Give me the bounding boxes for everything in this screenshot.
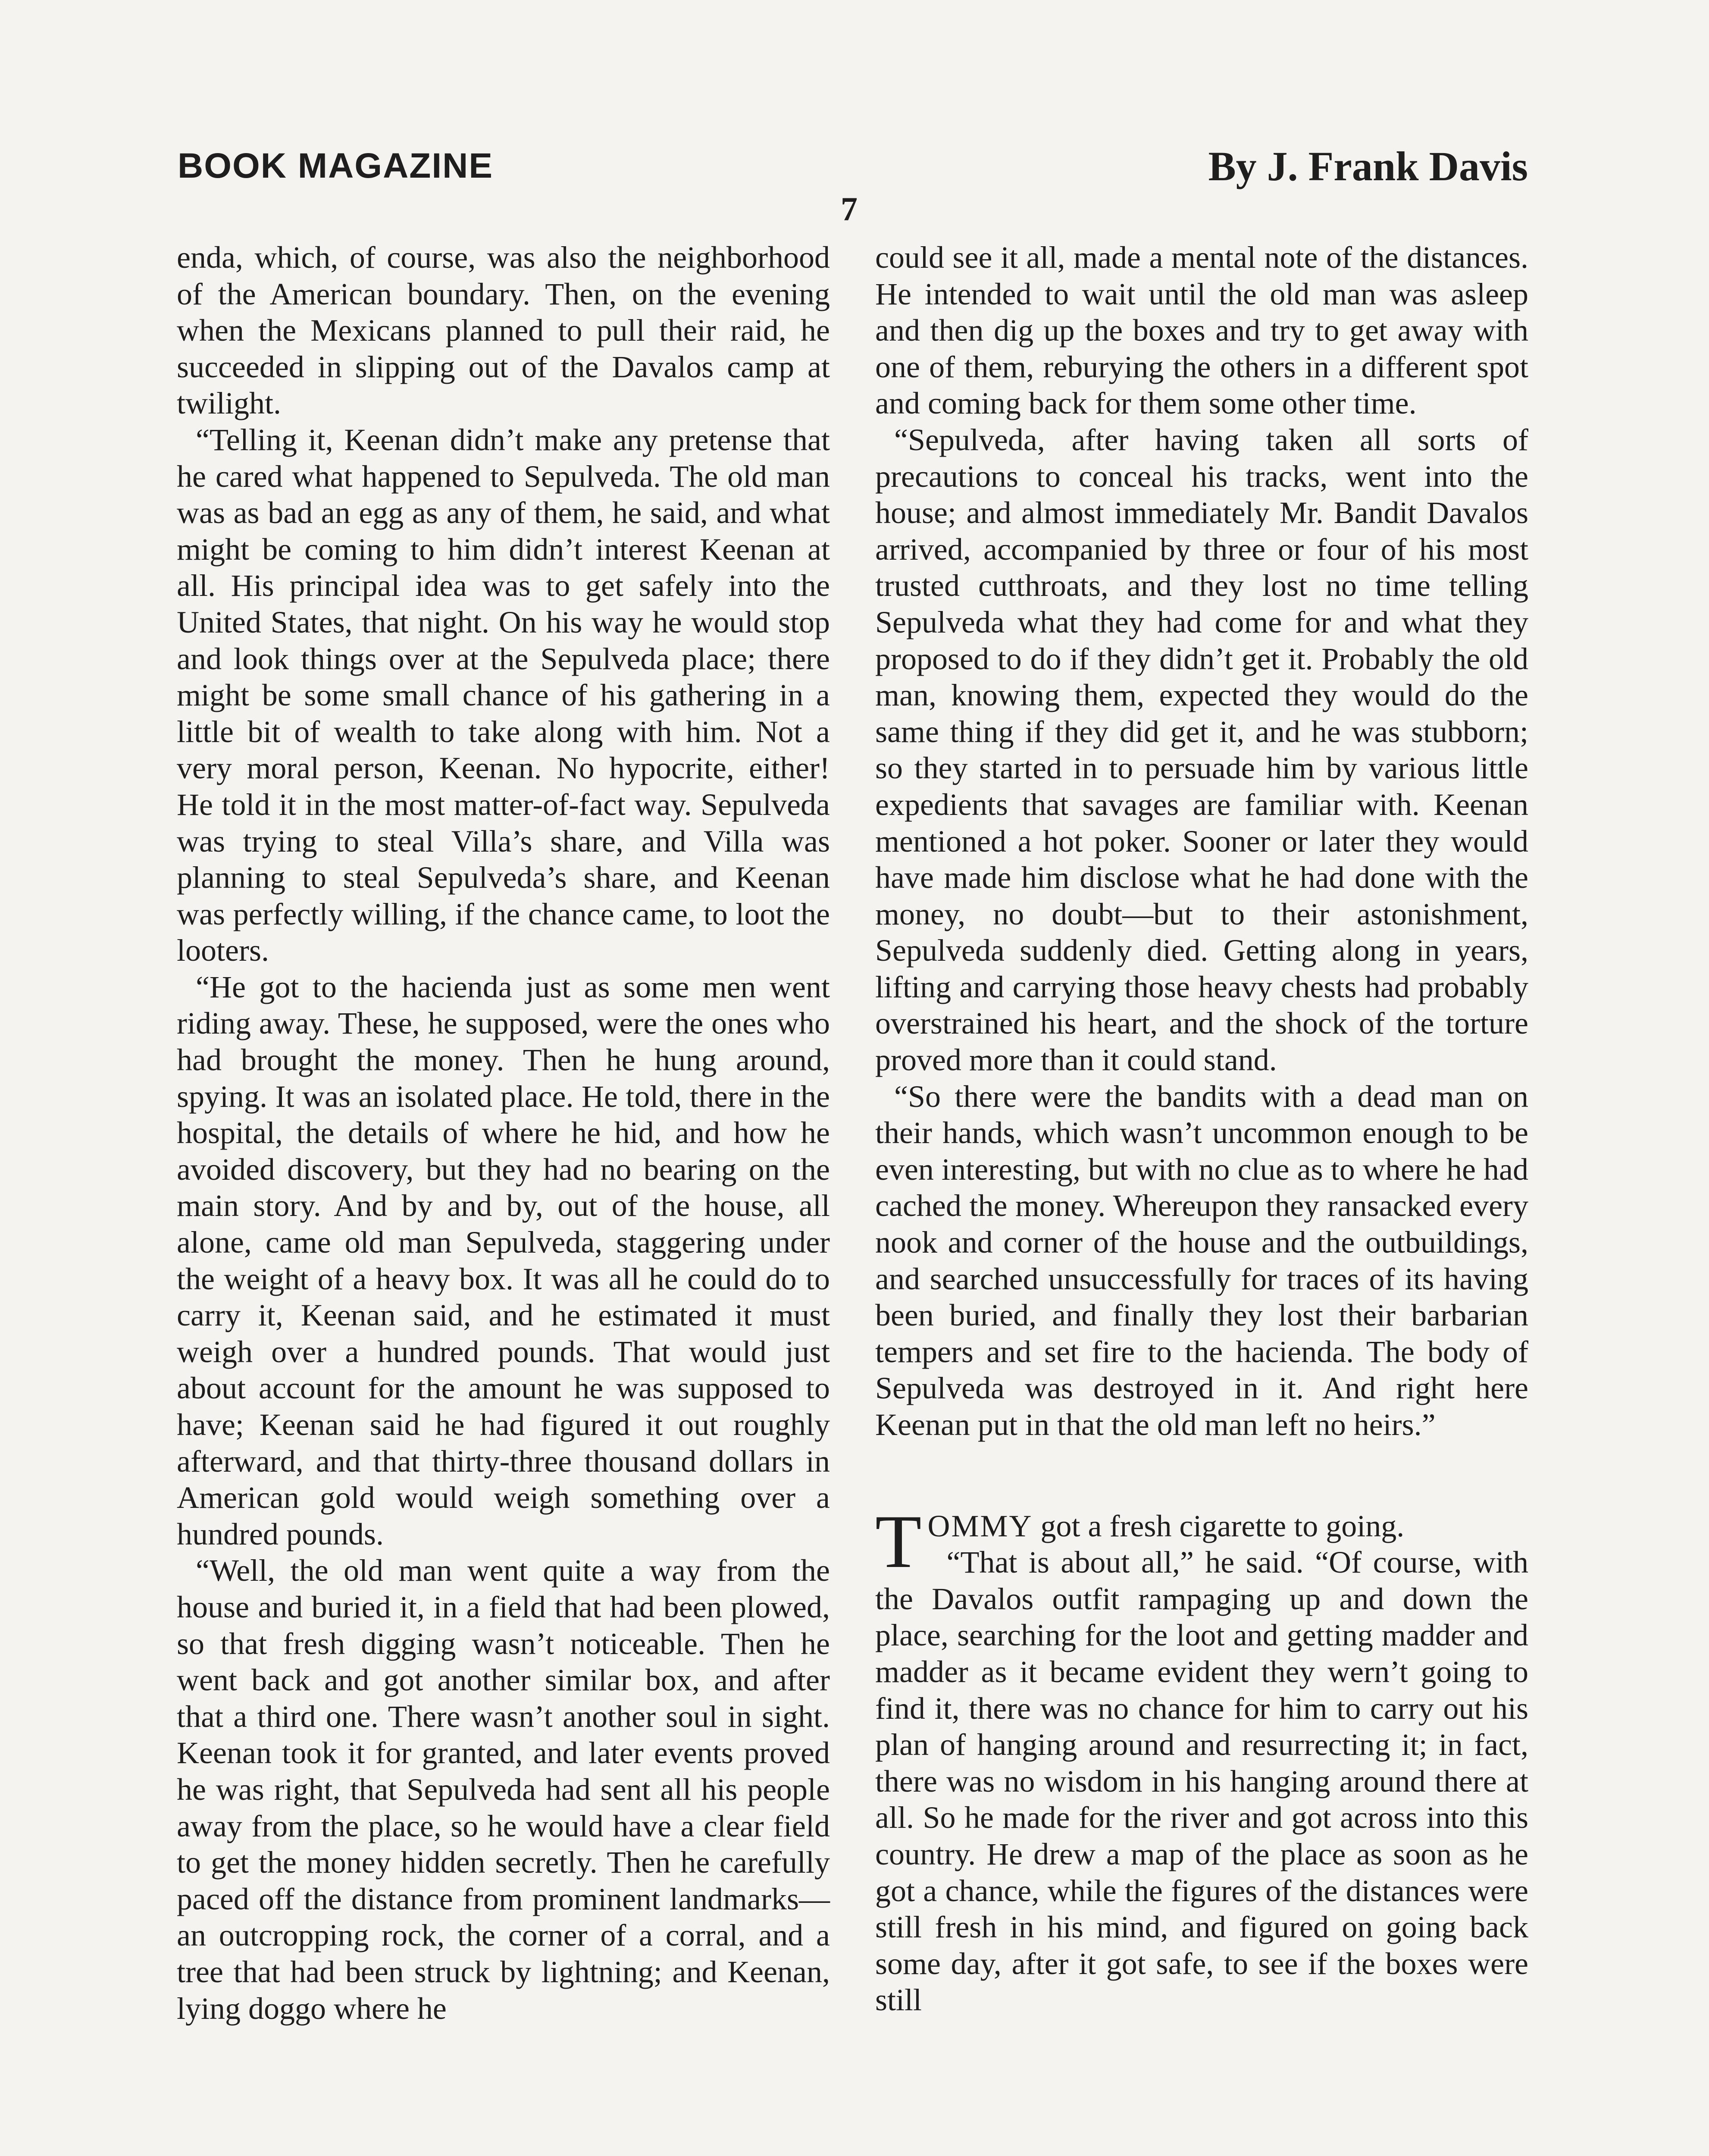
- lead-smallcaps: OMMY: [927, 1508, 1033, 1543]
- section-break: [875, 1443, 1528, 1508]
- paragraph: “He got to the hacienda just as some men went riding away. These, he supposed, were the ones who had brought the money. Then he hung around, spying. It was an isolated place. He told, there in the hospital, the details of where he hid, and how he avoided discovery, but they had no bearing on the main story. And by and by, out of the house, all alone, came old man Sepulveda, staggering under the weight of a heavy box. It was all he could do to carry it, Keenan said, and he estimated it must weigh over a hundred pounds. That would just about account for the amount he was supposed to have; Keenan said he had figured it out roughly afterward, and that thirty-three thousand dollars in American gold would weigh something over a hundred pounds.: [177, 969, 830, 1551]
- paragraph: “Sepulveda, after having taken all sorts of precautions to conceal his tracks, went into the house; and almost immediately Mr. Bandit Davalos arrived, accompanied by three or four of his most trusted cutthroats, and they lost no time telling Sepulveda what they had come for and what they proposed to do if they didn’t get it. Probably the old man, knowing them, expected they would do the same thing if they did get it, and he was stubborn; so they started in to persuade him by various little expedients that savages are familiar with. Keenan mentioned a hot poker. Sooner or later they would have made him disclose what he had done with the money, no doubt—but to their astonishment, Sepulveda suddenly died. Getting along in years, lifting and carrying those heavy chests had probably overstrained his heart, and the shock of the torture proved more than it could stand.: [875, 422, 1528, 1078]
- paragraph: “So there were the bandits with a dead man on their hands, which wasn’t uncommon enough to be even interesting, but with no clue as to where he had cached the money. Whereupon they ransacked every nook and corner of the house and the outbuildings, and searched unsuccessfully for traces of its having been buried, and finally they lost their barbarian tempers and set fire to the hacienda. The body of Sepulveda was destroyed in it. And right here Keenan put in that the old man left no heirs.”: [875, 1079, 1528, 1442]
- paragraph: “Well, the old man went quite a way from the house and buried it, in a field that had been plowed, so that fresh digging wasn’t noticeable. Then he went back and got another similar box, and after that a third one. There wasn’t another soul in sight. Keenan took it for granted, and later events proved he was right, that Sepulveda had sent all his people away from the place, so he would have a clear field to get the money hidden secretly. Then he carefully paced off the distance from prominent landmarks—an outcropping rock, the corner of a corral, and a tree that had been struck by lightning; and Keenan, lying doggo where he: [177, 1553, 830, 2026]
- first-line-text: got a fresh cigarette to going.: [1033, 1508, 1405, 1543]
- right-column: [875, 239, 1528, 2018]
- left-column: [177, 239, 830, 2027]
- paragraph: “That is about all,” he said. “Of course, with the Davalos outfit rampaging up and down the place, searching for the loot and getting madder and madder as it became evident they wern’t going to find it, there was no chance for him to carry out his plan of hanging around and resurrecting it; in fact, there was no wisdom in his hanging around there at all. So he made for the river and got across into this country. He drew a map of the place as soon as he got a chance, while the figures of the distances were still fresh in his mind, and figured on going back some day, after it got safe, to see if the boxes were still: [875, 1545, 1528, 2018]
- page-number: 7: [841, 190, 858, 228]
- drop-cap: T: [875, 1499, 922, 1584]
- author-byline: By J. Frank Davis: [1208, 143, 1528, 189]
- magazine-title: BOOK MAGAZINE: [178, 146, 494, 185]
- paragraph: enda, which, of course, was also the neighborhood of the American boundary. Then, on the evening when the Mexicans planned to pull their raid, he succeeded in slipping out of the Davalos camp at twilight.: [177, 240, 830, 421]
- paragraph: could see it all, made a mental note of the distances. He intended to wait until the old man was asleep and then dig up the boxes and try to get away with one of them, reburying the others in a different spot and coming back for them some other time.: [875, 240, 1528, 421]
- section-opening-paragraph: [875, 1499, 1528, 1584]
- paragraph: “Telling it, Keenan didn’t make any pretense that he cared what happened to Sepulveda. The old man was as bad an egg as any of them, he said, and what might be coming to him didn’t interest Keenan at all. His principal idea was to get safely into the United States, that night. On his way he would stop and look things over at the Sepulveda place; there might be some small chance of his gathering in a little bit of wealth to take along with him. Not a very moral person, Keenan. No hypocrite, either! He told it in the most matter-of-fact way. Sepulveda was trying to steal Villa’s share, and Villa was planning to steal Sepulveda’s share, and Keenan was perfectly willing, if the chance came, to loot the looters.: [177, 422, 830, 968]
